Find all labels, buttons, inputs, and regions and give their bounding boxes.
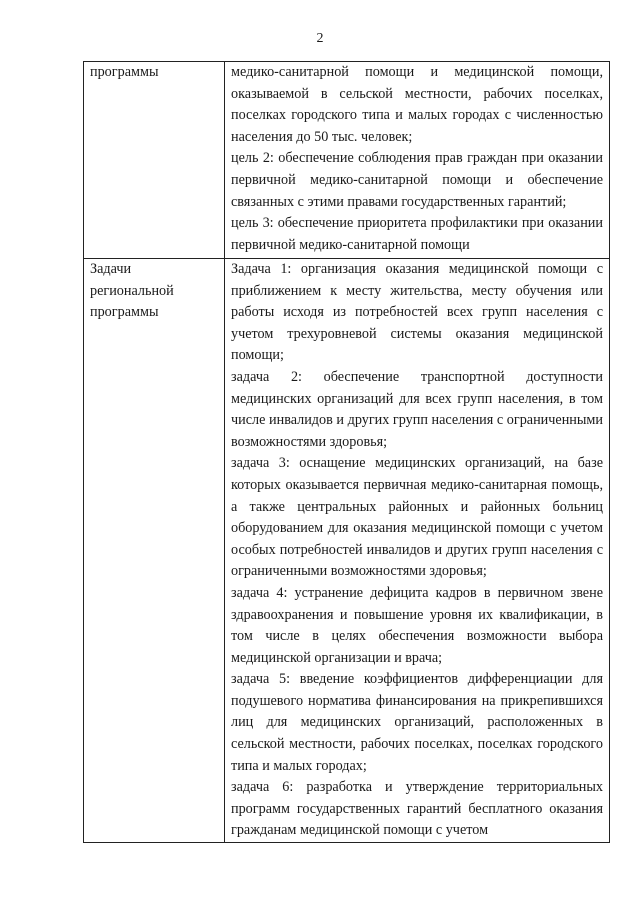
paragraph: задача 4: устранение дефицита кадров в первичном звене здравоохранения и повышение уровня их квалификации, в том числе в целях обеспечения возможности выбора медицинской организации и врача; [231, 584, 603, 666]
paragraph: задача 3: оснащение медицинских организаций, на базе которых оказывается первичная медико-санитарная помощь, а также центральных районных и районных больниц оборудованием для оказания медицинской помощи с учетом особых потребностей инвалидов и других групп населения с ограниченными возможностями здоровья; [231, 455, 603, 580]
paragraph: медико-санитарной помощи и медицинской помощи, оказываемой в сельской местности, рабочих поселках, поселках городского типа и малых городах с численностью населения до 50 тыс. человек; [231, 64, 603, 145]
paragraph: цель 3: обеспечение приоритета профилактики при оказании первичной медико-санитарной помощи [231, 215, 603, 253]
program-passport-table [83, 61, 610, 843]
table-row [84, 62, 610, 259]
paragraph: цель 2: обеспечение соблюдения прав граждан при оказании первичной медико-санитарной помощи и обеспечение связанных с этими правами государственных гарантий; [231, 150, 603, 210]
paragraph: задача 2: обеспечение транспортной доступности медицинских организаций для всех групп населения, в том числе инвалидов и других групп населения с ограниченными возможностями здоровья; [231, 368, 603, 450]
page-number: 2 [316, 31, 324, 46]
row-label: программы [84, 62, 225, 259]
paragraph: задача 5: введение коэффициентов дифференциации для подушевого норматива финансирования на прикрепившихся лиц для медицинских организаций, расположенных в сельской местности, рабочих поселках, поселках городского типа и малых городах; [231, 671, 603, 774]
paragraph: задача 6: разработка и утверждение территориальных программ государственных гарантий бесплатного оказания гражданам медицинской помощи с учетом [231, 779, 603, 839]
table-row [84, 259, 610, 843]
row-content [225, 259, 610, 843]
paragraph: Задача 1: организация оказания медицинской помощи с приближением к месту жительства, месту обучения или работы исходя из потребностей всех групп населения с учетом трехуровневой системы оказания медицинской помощи; [231, 261, 603, 364]
row-content [225, 62, 610, 259]
row-label: Задачи региональной программы [84, 259, 225, 843]
